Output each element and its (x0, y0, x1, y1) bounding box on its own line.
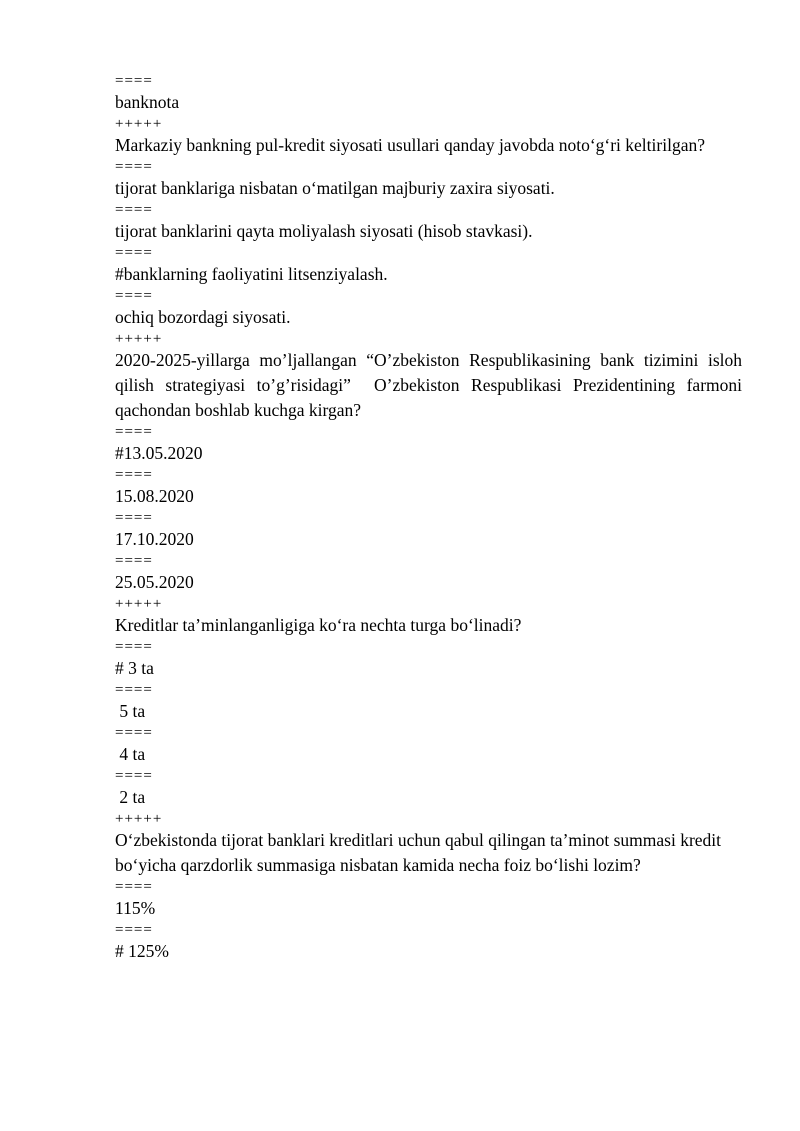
answer-option: banknota (115, 92, 180, 112)
answer-option: 15.08.2020 (115, 486, 194, 506)
answer-option-correct: #banklarning faoliyatini litsenziyalash. (115, 264, 388, 284)
answer-option-correct: # 125% (115, 941, 169, 961)
separator: ==== (115, 879, 153, 895)
question-separator: +++++ (115, 331, 163, 347)
answer-option: 17.10.2020 (115, 529, 194, 549)
separator: ==== (115, 553, 153, 569)
answer-option: tijorat banklariga nisbatan o‘matilgan majburiy zaxira siyosati. (115, 178, 555, 198)
answer-option: ochiq bozordagi siyosati. (115, 307, 291, 327)
separator: ==== (115, 922, 153, 938)
question-text: O‘zbekistonda tijorat banklari kreditlari uchun qabul qilingan ta’minot summasi kredit bo‘yicha qarzdorlik summasiga nisbatan kamida necha foiz bo‘lishi lozim? (115, 830, 726, 875)
question-separator: +++++ (115, 596, 163, 612)
document-page (115, 72, 747, 964)
separator: ==== (115, 467, 153, 483)
separator: ==== (115, 288, 153, 304)
answer-option: tijorat banklarini qayta moliyalash siyosati (hisob stavkasi). (115, 221, 533, 241)
answer-option: 5 ta (115, 701, 146, 721)
separator: ==== (115, 768, 153, 784)
answer-option: 25.05.2020 (115, 572, 194, 592)
separator: ==== (115, 245, 153, 261)
separator: ==== (115, 73, 153, 89)
answer-option: 2 ta (115, 787, 146, 807)
separator: ==== (115, 639, 153, 655)
question-separator: +++++ (115, 116, 163, 132)
separator: ==== (115, 725, 153, 741)
separator: ==== (115, 202, 153, 218)
question-separator: +++++ (115, 811, 163, 827)
separator: ==== (115, 159, 153, 175)
separator: ==== (115, 424, 153, 440)
question-text: Kreditlar ta’minlanganligiga ko‘ra nechta turga bo‘linadi? (115, 615, 522, 635)
separator: ==== (115, 682, 153, 698)
question-text: Markaziy bankning pul-kredit siyosati usullari qanday javobda noto‘g‘ri keltirilgan? (115, 135, 705, 155)
question-text: 2020-2025-yillarga mo’ljallangan “O’zbekiston Respublikasining bank tizimini isloh qilish strategiyasi to’g’risidagi” O’zbekiston Respublikasi Prezidentining farmoni qachondan boshlab kuchga kirgan? (115, 350, 747, 420)
answer-option-correct: # 3 ta (115, 658, 154, 678)
answer-option: 4 ta (115, 744, 146, 764)
answer-option-correct: #13.05.2020 (115, 443, 203, 463)
separator: ==== (115, 510, 153, 526)
answer-option: 115% (115, 898, 156, 918)
